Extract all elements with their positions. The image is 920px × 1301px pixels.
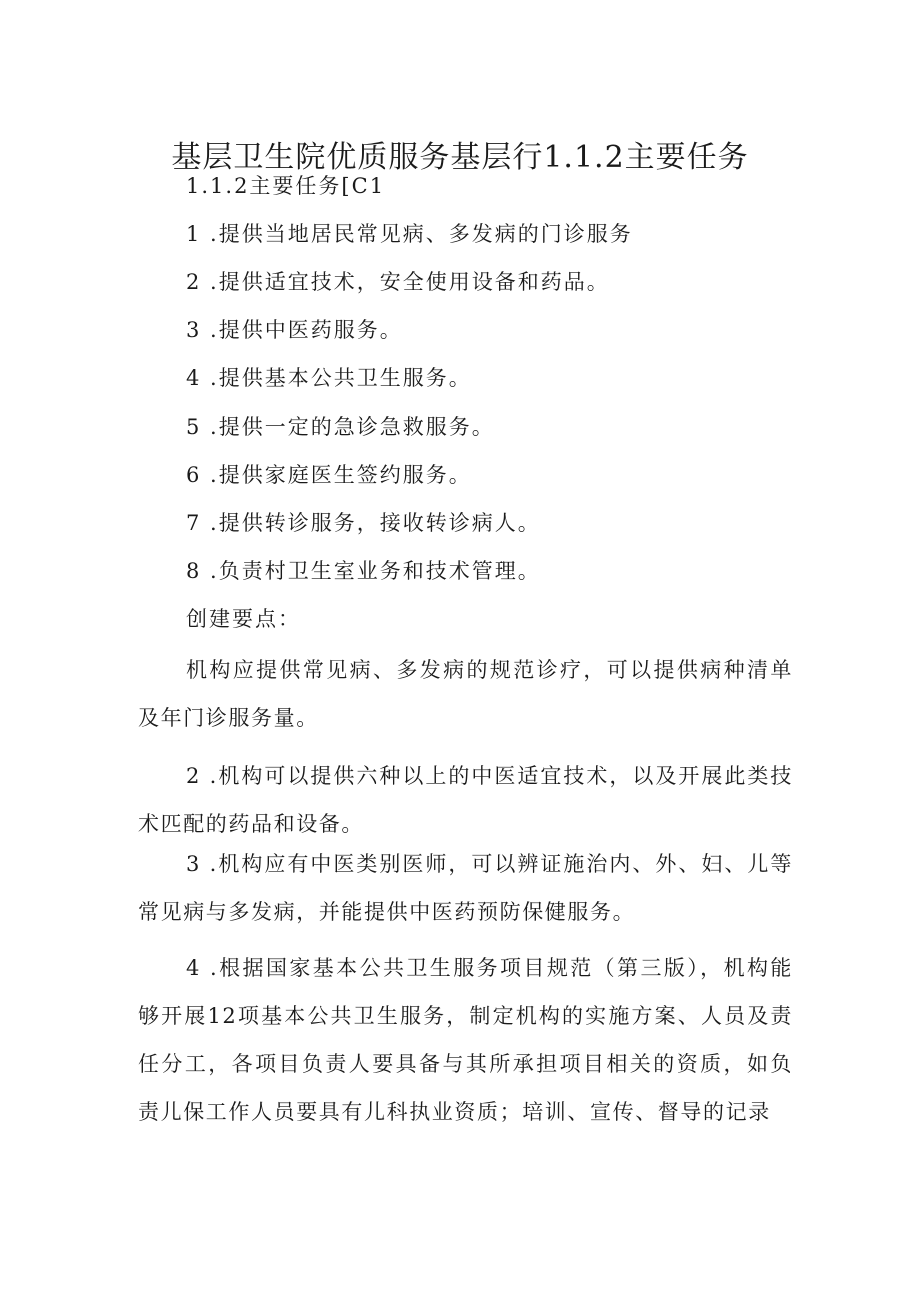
key-point-paragraph-2: 2 .机构可以提供六种以上的中医适宜技术，以及开展此类技术匹配的药品和设备。 — [138, 764, 793, 836]
section-heading: 1.1.2主要任务[C1 — [186, 174, 386, 198]
task-item-2: 2 .提供适宜技术，安全使用设备和药品。 — [186, 270, 610, 294]
key-point-paragraph-4: 4 .根据国家基本公共卫生服务项目规范（第三版），机构能够开展12项基本公共卫生服务，制定机构的实施方案、人员及责任分工，各项目负责人要具备与其所承担项目相关的资质，如负责儿保工作人员要具有儿科执业资质；培训、宣传、督导的记录 — [138, 956, 793, 1124]
task-item-1: 1 .提供当地居民常见病、多发病的门诊服务 — [186, 222, 633, 246]
task-item-3: 3 .提供中医药服务。 — [186, 318, 403, 342]
task-item-7: 7 .提供转诊服务，接收转诊病人。 — [186, 511, 541, 535]
task-item-5: 5 .提供一定的急诊急救服务。 — [186, 415, 495, 439]
task-item-8: 8 .负责村卫生室业务和技术管理。 — [186, 559, 541, 583]
document-title: 基层卫生院优质服务基层行1.1.2主要任务 — [171, 140, 749, 176]
task-item-6: 6 .提供家庭医生签约服务。 — [186, 463, 472, 487]
task-item-4: 4 .提供基本公共卫生服务。 — [186, 366, 472, 390]
key-point-paragraph-3: 3 .机构应有中医类别医师，可以辨证施治内、外、妇、儿等常见病与多发病，并能提供中医药预防保健服务。 — [138, 852, 793, 924]
key-point-paragraph-1: 机构应提供常见病、多发病的规范诊疗，可以提供病种清单及年门诊服务量。 — [138, 658, 793, 730]
key-points-label: 创建要点： — [186, 607, 301, 631]
